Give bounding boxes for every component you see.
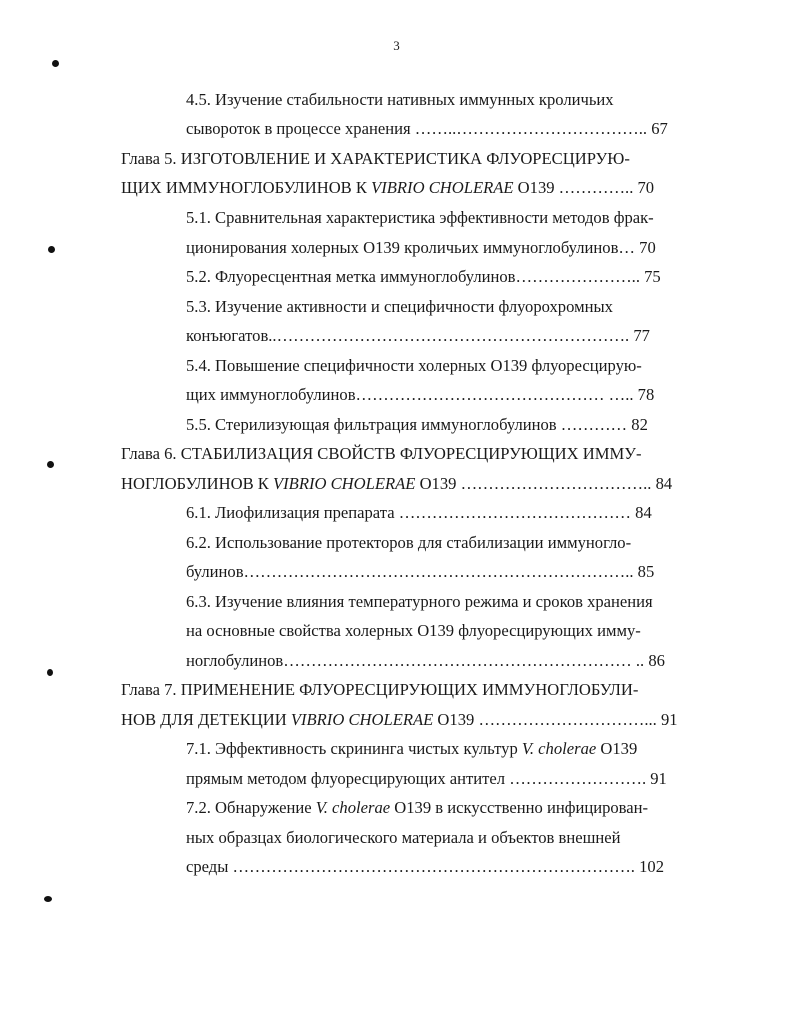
toc-text: 7.1. Эффективность скрининга чистых культур <box>186 739 522 758</box>
toc-line: ных образцах биологического материала и объектов внешней <box>186 828 621 847</box>
species-name: VIBRIO CHOLERAE <box>273 474 416 493</box>
scan-speck <box>52 60 59 67</box>
scan-speck <box>48 246 55 253</box>
toc-line <box>186 798 648 818</box>
toc-entry-5-5: 5.5. Стерилизующая фильтрация иммуноглобулинов ………… 82 <box>186 415 648 434</box>
toc-line <box>121 178 654 198</box>
species-name: VIBRIO CHOLERAE <box>371 178 514 197</box>
toc-line <box>186 739 637 759</box>
toc-line: сывороток в процессе хранения ……..…………………………….. 67 <box>186 119 668 138</box>
toc-line: ционирования холерных O139 кроличьих иммуноглобулинов… 70 <box>186 238 656 257</box>
scan-speck <box>47 461 54 468</box>
toc-entry-5-2: 5.2. Флуоресцентная метка иммуноглобулинов………………….. 75 <box>186 267 661 286</box>
toc-line: на основные свойства холерных O139 флуоресцирующих иммy- <box>186 621 641 640</box>
toc-text: НОГЛОБУЛИНОВ К <box>121 474 274 493</box>
toc-line: Глава 7. ПРИМЕНЕНИЕ ФЛУОРЕСЦИРУЮЩИХ ИММУНОГЛОБУЛИ- <box>121 680 639 699</box>
toc-line: конъюгатов..………………………………………………………. 77 <box>186 326 650 345</box>
toc-line: булинов…………………………………………………………….. 85 <box>186 562 655 581</box>
toc-text: 7.2. Обнаружение <box>186 798 316 817</box>
toc-text: O139 …………………………... 91 <box>433 710 678 729</box>
toc-line <box>121 474 672 494</box>
toc-text: O139 …………………………….. 84 <box>415 474 673 493</box>
toc-line: 5.4. Повышение специфичности холерных O139 флуоресцирую- <box>186 356 642 375</box>
toc-line: 5.1. Сравнительная характеристика эффективности методов фрак- <box>186 208 654 227</box>
toc-line: 4.5. Изучение стабильности нативных иммунных кроличьих <box>186 90 614 109</box>
toc-line <box>121 710 678 730</box>
toc-line: среды ………………………………………………………………. 102 <box>186 857 664 876</box>
species-name: V. cholerae <box>521 739 597 758</box>
toc-entry-6-1: 6.1. Лиофилизация препарата …………………………………… 84 <box>186 503 652 522</box>
toc-text: НОВ ДЛЯ ДЕТЕКЦИИ <box>121 710 291 729</box>
toc-line: щих иммуноглобулинов……………………………………… ….. 78 <box>186 385 655 404</box>
toc-line: 6.2. Использование протекторов для стабилизации иммуногло- <box>186 533 632 552</box>
toc-text: O139 <box>596 739 638 758</box>
toc-line: Глава 6. СТАБИЛИЗАЦИЯ СВОЙСТВ ФЛУОРЕСЦИРУЮЩИХ ИММУ- <box>121 444 642 463</box>
species-name: VIBRIO CHOLERAE <box>290 710 434 729</box>
page-number: 3 <box>393 38 400 53</box>
toc-line: 5.3. Изучение активности и специфичности флуорохромных <box>186 297 613 316</box>
toc-line: 6.3. Изучение влияния температурного режима и сроков хранения <box>186 592 653 611</box>
species-name: V. cholerae <box>315 798 391 817</box>
toc-text: O139 ………….. 70 <box>513 178 655 197</box>
scan-speck <box>44 896 52 902</box>
toc-line: Глава 5. ИЗГОТОВЛЕНИЕ И ХАРАКТЕРИСТИКА ФЛУОРЕСЦИРУЮ- <box>121 149 630 168</box>
toc-text: O139 в искусственно инфицирован- <box>390 798 649 817</box>
scan-speck <box>47 669 53 676</box>
toc-text: ЩИХ ИММУНОГЛОБУЛИНОВ К <box>121 178 372 197</box>
toc-line: ноглобулинов……………………………………………………… .. 86 <box>186 651 665 670</box>
toc-line: прямым методом флуоресцирующих антител ……………………. 91 <box>186 769 667 788</box>
